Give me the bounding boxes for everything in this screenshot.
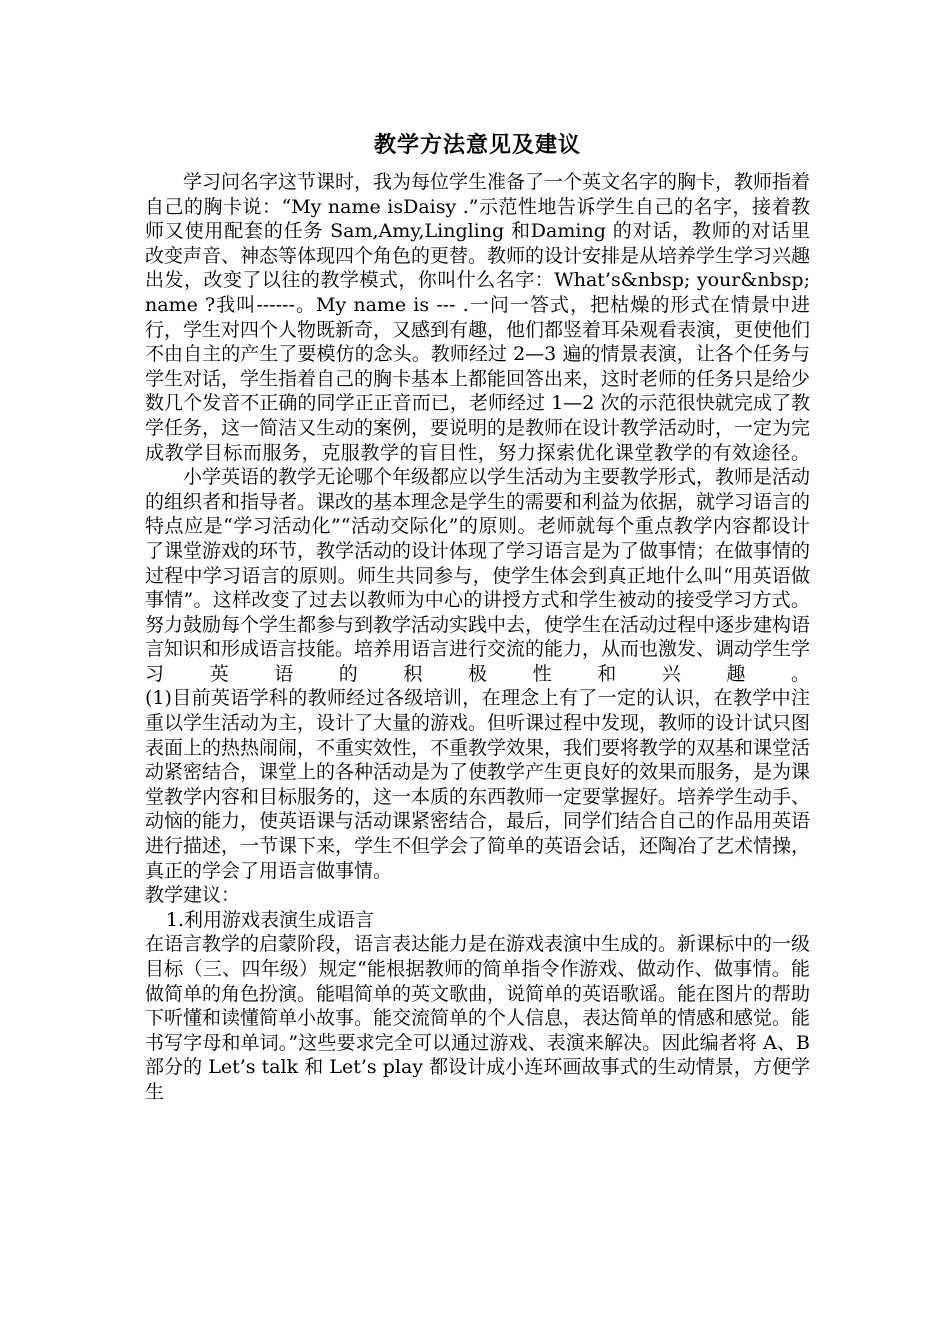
document-page	[145, 130, 810, 1105]
paragraph-student-activities: 小学英语的教学无论哪个年级都应以学生活动为主要教学形式，教师是活动的组织者和指导者。课改的基本理念是学生的需要和利益为依据，就学习语言的特点应是“学习活动化”“活动交际化”的原则。老师就每个重点教学内容都设计了课堂游戏的环节，教学活动的设计体现了学习语言是为了做事情；在做事情的过程中学习语言的原则。师生共同参与，使学生体会到真正地什么叫“用英语做事情”。这样改变了过去以教师为中心的讲授方式和学生被动的接受学习方式。努力鼓励每个学生都参与到教学活动实践中去，使学生在活动过程中逐步建构语言知识和形成语言技能。培养用语言进行交流的能力，从而也激发、调动学生学习英语的积极性和兴趣。	[145, 466, 811, 685]
paragraph-language-generation: 在语言教学的启蒙阶段，语言表达能力是在游戏表演中生成的。新课标中的一级目标（三、四年级）规定“能根据教师的简单指令作游戏、做动作、做事情。能做简单的角色扮演。能唱简单的英文歌曲，说简单的英语歌谣。能在图片的帮助下听懂和读懂简单小故事。能交流简单的个人信息，表达简单的情感和感觉。能书写字母和单词。”这些要求完全可以通过游戏、表演来解决。因此编者将 A、B 部分的 Let’s talk 和 Let’s play 都设计成小连环画故事式的生动情景，方便学生	[145, 933, 811, 1103]
subheading-games: 1.利用游戏表演生成语言	[165, 908, 375, 931]
paragraph-training-note: (1)目前英语学科的教师经过各级培训，在理念上有了一定的认识，在教学中注重以学生活动为主，设计了大量的游戏。但听课过程中发现，教师的设计试只图表面上的热热闹闹，不重实效性，不重教学效果，我们要将教学的双基和课堂活动紧密结合，课堂上的各种活动是为了使教学产生更良好的效果而服务，是为课堂教学内容和目标服务的，这一本质的东西教师一定要掌握好。培养学生动手、动恼的能力，使英语课与活动课紧密结合，最后，同学们结合自己的作品用英语进行描述，一节课下来，学生不但学会了简单的英语会话，还陶冶了艺术情操，真正的学会了用语言做事情。	[145, 687, 811, 882]
paragraph-name-lesson: 学习问名字这节课时，我为每位学生准备了一个英文名字的胸卡，教师指着自己的胸卡说：“My name isDaisy .”示范性地告诉学生自己的名字，接着教师又使用配套的任务 Sam,Amy,Lingling 和Daming 的对话，教师的对话里改变声音、神态等体现四个角色的更替。教师的设计安排是从培养学生学习兴趣出发，改变了以往的教学模式，你叫什么名字：What’s&nbsp; your&nbsp; name ?我叫------。My name is --- .一问一答式，把枯燥的形式在情景中进行，学生对四个人物既新奇，又感到有趣，他们都竖着耳朵观看表演，更使他们不由自主的产生了要模仿的念头。教师经过 2—3 遍的情景表演，让各个任务与学生对话，学生指着自己的胸卡基本上都能回答出来，这时老师的任务只是给少数几个发音不正确的同学正正音而已，老师经过 1—2 次的示范很快就完成了教学任务，这一简洁又生动的案例，要说明的是教师在设计教学活动时，一定为完成教学目标而服务，克服教学的盲目性，努力探索优化课堂教学的有效途径。	[145, 171, 811, 464]
document-title: 教学方法意见及建议	[373, 132, 581, 158]
section-heading-suggestions: 教学建议：	[145, 884, 241, 907]
